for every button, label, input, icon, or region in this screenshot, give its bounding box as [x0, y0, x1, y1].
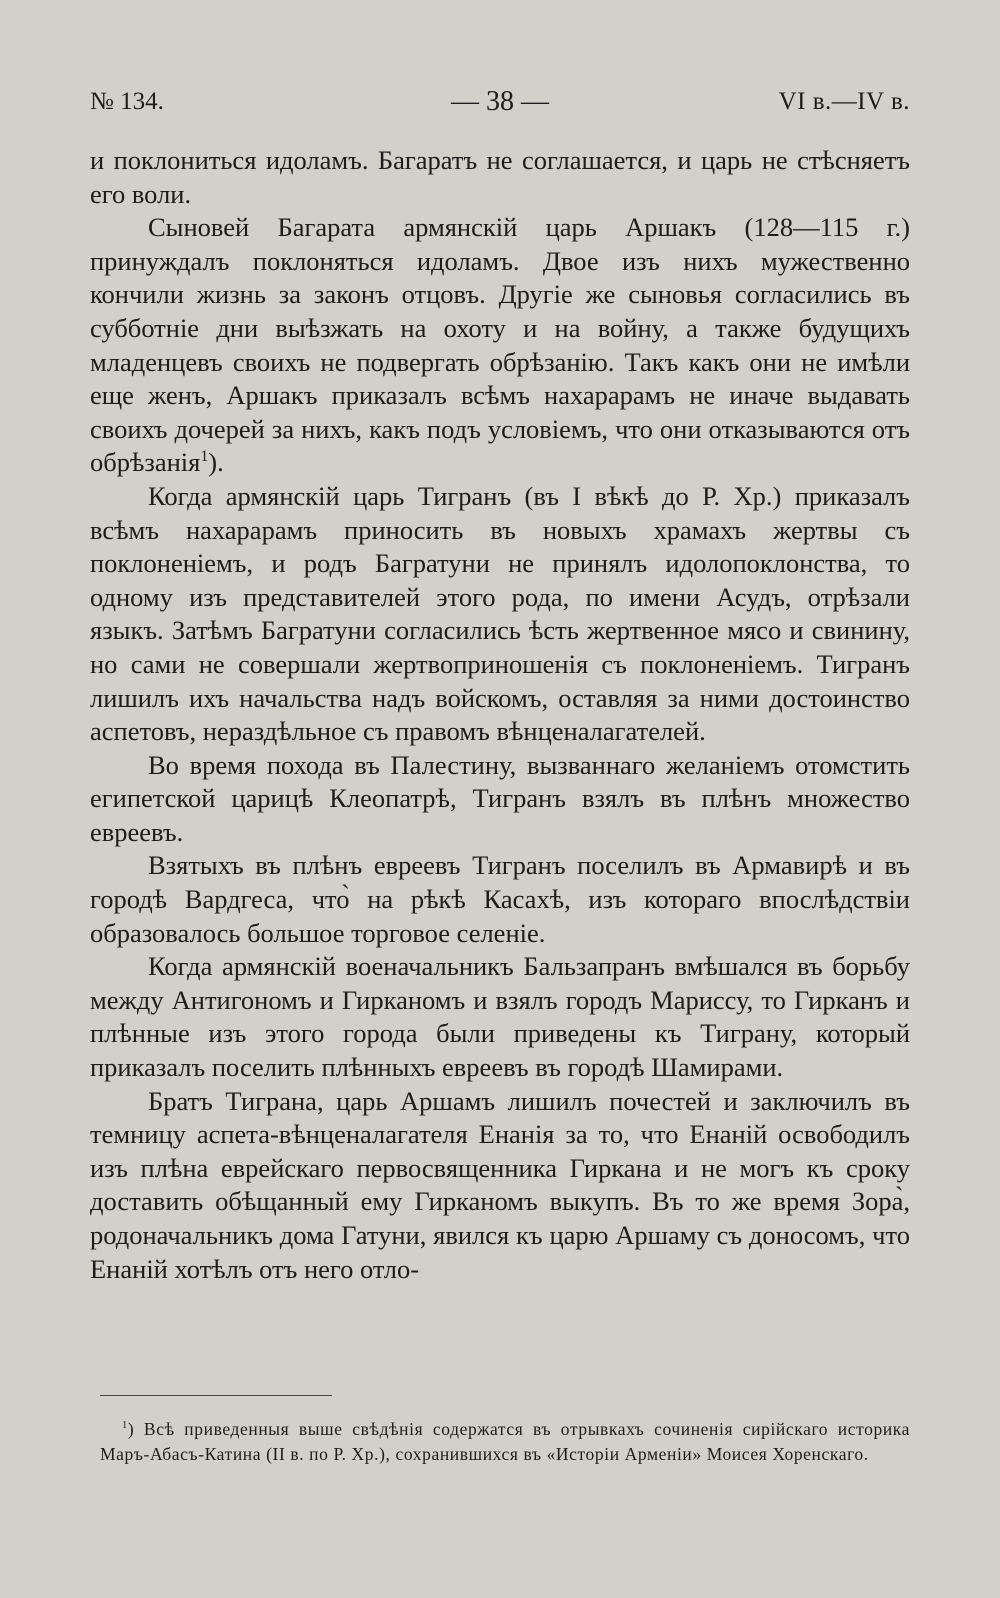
paragraph-3: Когда армянскій царь Тигранъ (въ I вѣкѣ до Р. Хр.) приказалъ всѣмъ нахарарамъ приносить въ новыхъ храмахъ жертвы съ поклоненіемъ, и родъ Багратуни не принялъ идолопоклонства, то одному изъ представителей этого рода, по имени Асудъ, отрѣзали языкъ. Затѣмъ Багратуни согласились ѣсть жертвенное мясо и свинину, но сами не совершали жертвоприношенія съ поклоненіемъ. Тигранъ лишилъ ихъ начальства надъ войскомъ, оставляя за ними достоинство аспетовъ, нераздѣльное съ правомъ вѣнценалагателей.: [90, 480, 910, 747]
body-text: [90, 144, 910, 1286]
page-header: [90, 88, 910, 124]
paragraph-1: и поклониться идоламъ. Багаратъ не соглашается, и царь не стѣсняетъ его воли.: [90, 145, 910, 209]
footnote-text-block: [100, 1417, 910, 1467]
document-number: № 134.: [90, 88, 164, 115]
footnote-divider: [100, 1395, 332, 1396]
footnote: [100, 1417, 910, 1467]
paragraph-2-tail: ).: [208, 447, 224, 478]
paragraph-7: Братъ Тиграна, царь Аршамъ лишилъ почестей и заключилъ въ темницу аспета-вѣнценалагателя Енанія за то, что Енаній освободилъ изъ плѣна еврейскаго первосвященника Гиркана и не могъ къ сроку доставить обѣщанный ему Гирканомъ выкупъ. Въ то же время Зора̀, родоначальникъ дома Гатуни, явился къ царю Аршаму съ доносомъ, что Енаній хотѣлъ отъ него отло-: [90, 1085, 910, 1284]
footnote-marker: 1: [122, 1420, 128, 1432]
paragraph-6: Когда армянскій военачальникъ Бальзапранъ вмѣшался въ борьбу между Антигономъ и Гирканомъ и взялъ городъ Мариссу, то Гирканъ и плѣнные изъ этого города были приведены къ Тиграну, который приказалъ поселить плѣнныхъ евреевъ въ городѣ Шамирами.: [90, 951, 910, 1083]
paragraph-5: Взятыхъ въ плѣнъ евреевъ Тигранъ поселилъ въ Армавирѣ и въ городѣ Вардгеса, что̀ на рѣкѣ Касахѣ, изъ котораго впослѣдствіи образовалось большое торговое селеніе.: [90, 850, 910, 948]
century-range: VI в.—IV в.: [778, 88, 910, 115]
footnote-text: ) Всѣ приведенныя выше свѣдѣнія содержатся въ отрывкахъ сочиненія сирійскаго историка Маръ-Абасъ-Катина (II в. по Р. Хр.), сохранившихся въ «Исторіи Арменіи» Моисея Хоренскаго.: [100, 1419, 910, 1464]
paragraph-4: Во время похода въ Палестину, вызваннаго желаніемъ отомстить египетской царицѣ Клеопатрѣ, Тигранъ взялъ въ плѣнъ множество евреевъ.: [90, 749, 910, 847]
paragraph-2-text: Сыновей Багарата армянскій царь Аршакъ (128—115 г.) принуждалъ поклоняться идоламъ. Двое изъ нихъ мужественно кончили жизнь за законъ отцовъ. Другіе же сыновья согласились въ субботніе дни выѣзжать на охоту и на войну, а также будущихъ младенцевъ своихъ не подвергать обрѣзанію. Такъ какъ они не имѣли еще женъ, Аршакъ приказалъ всѣмъ нахарарамъ не иначе выдавать своихъ дочерей за нихъ, какъ подъ условіемъ, что они отказываются отъ обрѣзанія: [90, 212, 910, 478]
page-number: — 38 —: [451, 86, 549, 117]
footnote-reference[interactable]: 1: [200, 448, 209, 466]
paragraph-2: [90, 211, 910, 480]
